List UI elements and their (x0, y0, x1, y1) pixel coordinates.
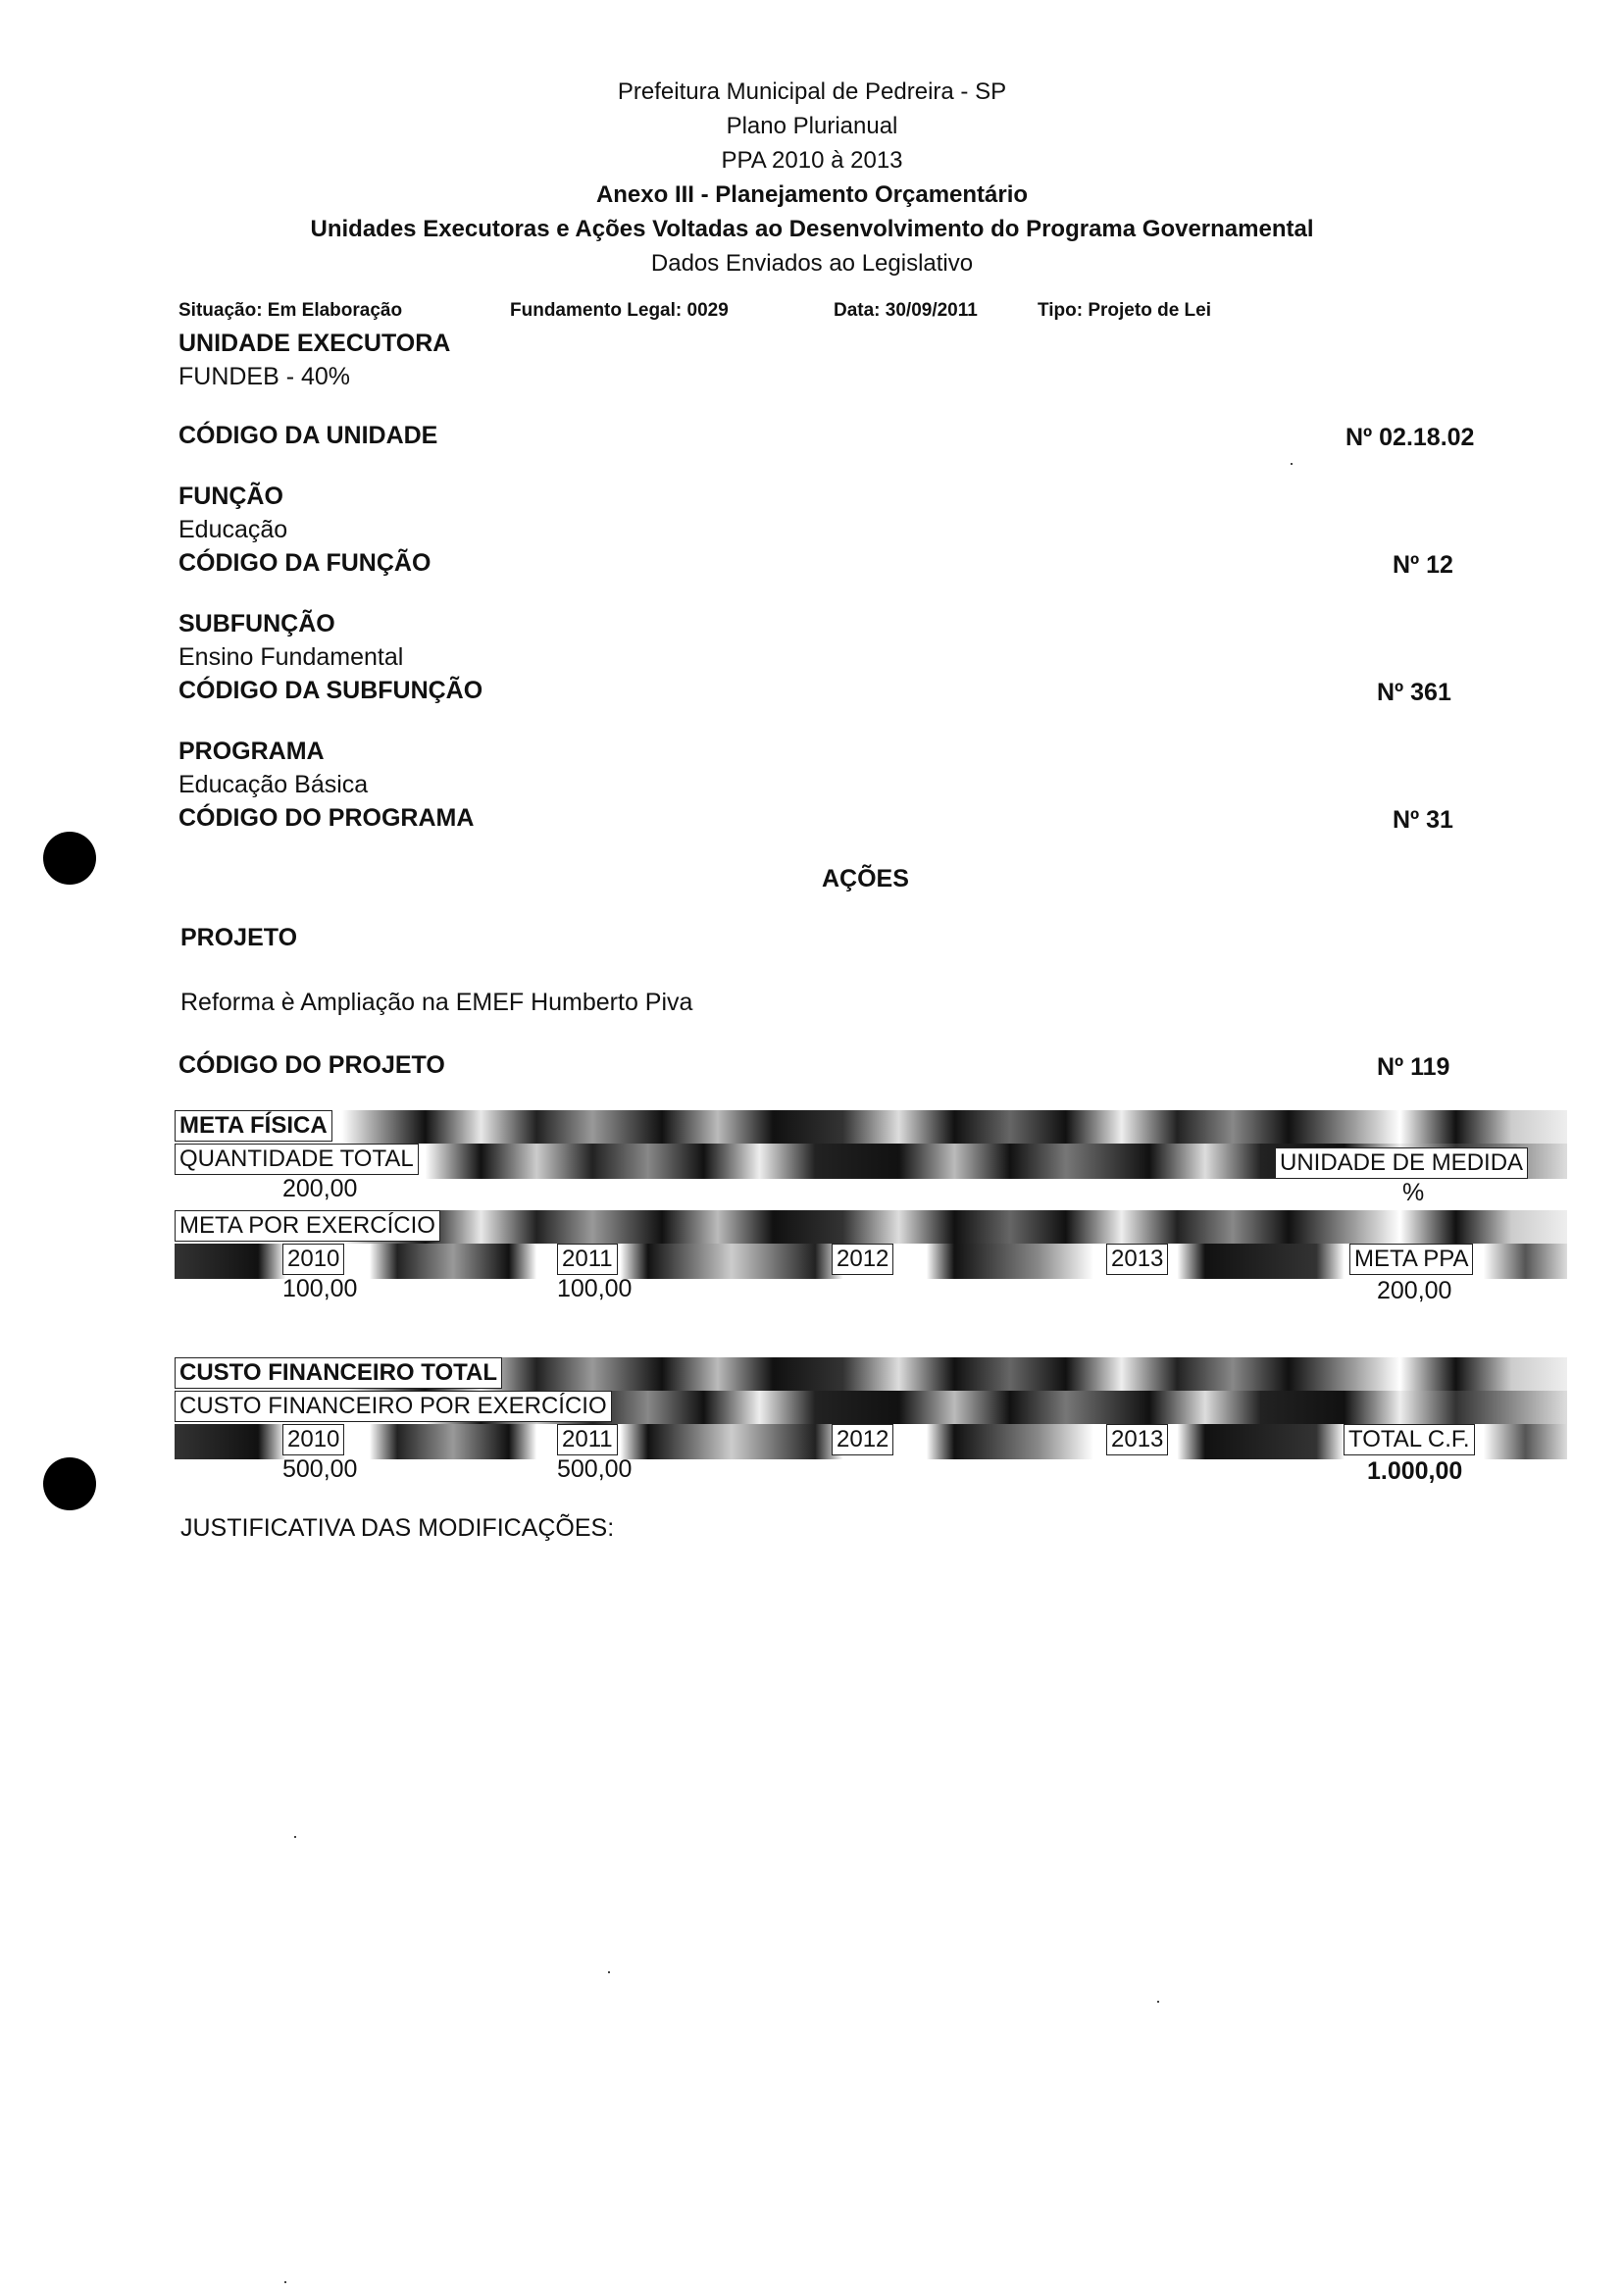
meta-year-2010: 2010 (282, 1244, 344, 1275)
header-line-5: Unidades Executoras e Ações Voltadas ao Desenvolvimento do Programa Governamental (310, 216, 1314, 242)
scan-speck (608, 1971, 610, 1973)
meta-year-2011: 2011 (557, 1244, 618, 1275)
punch-hole-top (43, 832, 96, 885)
projeto-code-label: CÓDIGO DO PROJETO (178, 1051, 445, 1079)
unidade-medida-value: % (1402, 1179, 1425, 1206)
document-header (0, 75, 1624, 280)
meta-ppa-label: META PPA (1349, 1244, 1473, 1275)
programa-value: Educação Básica (178, 771, 369, 798)
funcao-code-label: CÓDIGO DA FUNÇÃO (178, 549, 431, 577)
projeto-label: PROJETO (180, 924, 298, 951)
custo-value-2011: 500,00 (557, 1455, 633, 1483)
funcao-value: Educação (178, 516, 288, 543)
fundamento-text: Fundamento Legal: 0029 (510, 300, 729, 321)
custo-year-2010: 2010 (282, 1424, 344, 1455)
tipo-text: Tipo: Projeto de Lei (1038, 300, 1211, 321)
unidade-value: FUNDEB - 40% (178, 363, 351, 390)
header-line-3: PPA 2010 à 2013 (721, 147, 903, 174)
custo-title: CUSTO FINANCEIRO TOTAL (175, 1357, 502, 1389)
subfuncao-value: Ensino Fundamental (178, 643, 404, 671)
meta-year-2013: 2013 (1106, 1244, 1168, 1275)
meta-value-2011: 100,00 (557, 1275, 633, 1302)
funcao-title: FUNÇÃO (178, 483, 283, 510)
programa-title: PROGRAMA (178, 738, 325, 765)
header-line-6: Dados Enviados ao Legislativo (650, 250, 974, 277)
subfuncao-code: Nº 361 (1377, 679, 1451, 706)
punch-hole-bottom (43, 1457, 96, 1510)
subfuncao-title: SUBFUNÇÃO (178, 610, 335, 637)
unidade-medida-label: UNIDADE DE MEDIDA (1275, 1147, 1528, 1179)
projeto-code: Nº 119 (1377, 1053, 1450, 1081)
quantidade-label: QUANTIDADE TOTAL (175, 1144, 419, 1175)
programa-code: Nº 31 (1393, 806, 1453, 834)
data-text: Data: 30/09/2011 (834, 300, 978, 321)
header-line-2: Plano Plurianual (726, 113, 898, 139)
situacao-text: Situação: Em Elaboração (178, 300, 403, 321)
custo-value-2010: 500,00 (282, 1455, 358, 1483)
programa-code-label: CÓDIGO DO PROGRAMA (178, 804, 475, 832)
custo-year-2012: 2012 (832, 1424, 893, 1455)
subfuncao-code-label: CÓDIGO DA SUBFUNÇÃO (178, 677, 483, 704)
scan-speck (284, 2281, 286, 2283)
header-line-1: Prefeitura Municipal de Pedreira - SP (617, 78, 1007, 105)
custo-por-exercicio-label: CUSTO FINANCEIRO POR EXERCÍCIO (175, 1391, 612, 1422)
projeto-value: Reforma è Ampliação na EMEF Humberto Piva (180, 989, 693, 1016)
header-line-4: Anexo III - Planejamento Orçamentário (595, 181, 1029, 208)
scan-speck (1157, 2001, 1159, 2003)
meta-fisica-band (175, 1110, 1567, 1146)
scan-speck (294, 1836, 296, 1838)
unidade-title: UNIDADE EXECUTORA (178, 330, 451, 357)
unidade-code-label: CÓDIGO DA UNIDADE (178, 422, 438, 449)
meta-por-exercicio-label: META POR EXERCÍCIO (175, 1210, 440, 1242)
scan-speck (1291, 463, 1293, 465)
meta-year-2012: 2012 (832, 1244, 893, 1275)
acoes-title: AÇÕES (822, 865, 909, 892)
meta-value-2010: 100,00 (282, 1275, 358, 1302)
total-cf-label: TOTAL C.F. (1344, 1424, 1475, 1455)
custo-year-2011: 2011 (557, 1424, 618, 1455)
quantidade-value: 200,00 (282, 1175, 358, 1202)
custo-year-2013: 2013 (1106, 1424, 1168, 1455)
funcao-code: Nº 12 (1393, 551, 1453, 579)
meta-ppa-value: 200,00 (1377, 1277, 1452, 1304)
meta-fisica-title: META FÍSICA (175, 1110, 332, 1142)
justificativa-label: JUSTIFICATIVA DAS MODIFICAÇÕES: (180, 1514, 615, 1542)
unidade-code: Nº 02.18.02 (1345, 424, 1475, 451)
total-cf-value: 1.000,00 (1367, 1457, 1463, 1485)
